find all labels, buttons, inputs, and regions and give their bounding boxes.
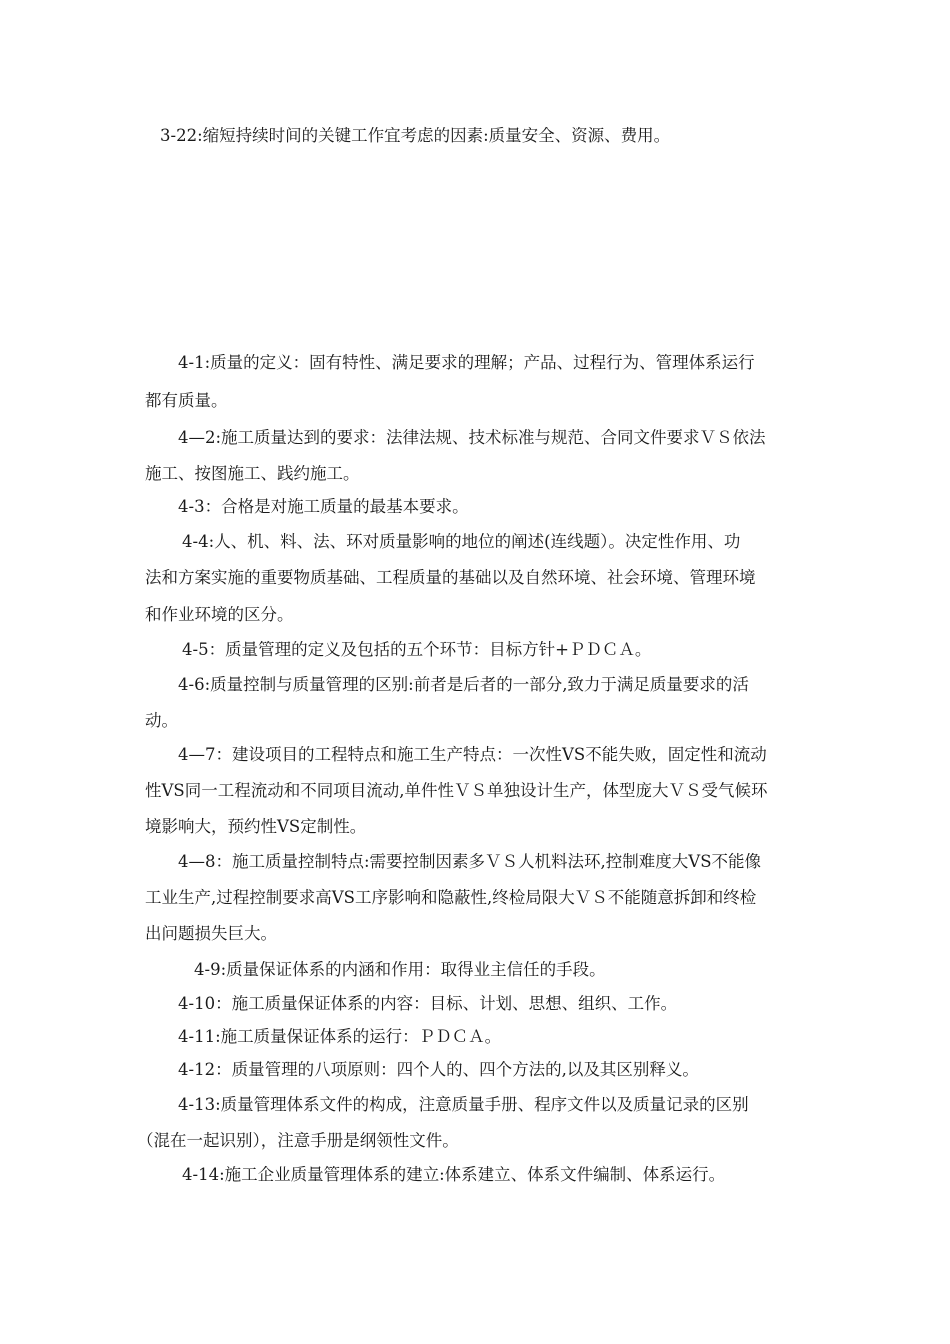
text-line-4-7a: 4—7：建设项目的工程特点和施工生产特点：一次性VS不能失败，固定性和流动 [178,745,767,764]
text-line-4-12: 4-12：质量管理的八项原则：四个人的、四个方法的,以及其区别释义。 [178,1060,699,1079]
text-line-4-8a: 4—8：施工质量控制特点:需要控制因素多ＶＳ人机料法环,控制难度大VS不能像 [178,852,762,871]
text-line-4-3: 4-3：合格是对施工质量的最基本要求。 [178,497,469,516]
text-line-4-4a: 4-4:人、机、料、法、环对质量影响的地位的阐述(连线题）。决定性作用、功 [182,532,741,551]
text-line-4-4b: 法和方案实施的重要物质基础、工程质量的基础以及自然环境、社会环境、管理环境 [145,568,756,587]
text-line-4-6a: 4-6:质量控制与质量管理的区别:前者是后者的一部分,致力于满足质量要求的活 [178,675,749,694]
text-line-4-13a: 4-13:质量管理体系文件的构成，注意质量手册、程序文件以及质量记录的区别 [178,1095,749,1114]
text-line-4-8b: 工业生产,过程控制要求高VS工序影响和隐蔽性,终检局限大ＶＳ不能随意拆卸和终检 [145,888,757,907]
text-line-3-22: 3-22:缩短持续时间的关键工作宜考虑的因素:质量安全、资源、费用。 [160,126,671,145]
text-line-4-1b: 都有质量。 [145,391,228,410]
text-line-4-9: 4-9:质量保证体系的内涵和作用：取得业主信任的手段。 [194,960,606,979]
text-line-4-13b: （混在一起识别），注意手册是纲领性文件。 [137,1131,459,1150]
text-line-4-10: 4-10：施工质量保证体系的内容：目标、计划、思想、组织、工作。 [178,994,678,1013]
text-line-4-6b: 动。 [145,711,178,730]
text-line-4-1a: 4-1:质量的定义：固有特性、满足要求的理解；产品、过程行为、管理体系运行 [178,353,755,372]
text-line-4-4c: 和作业环境的区分。 [145,605,294,624]
text-line-4-14: 4-14:施工企业质量管理体系的建立:体系建立、体系文件编制、体系运行。 [182,1165,726,1184]
text-line-4-11: 4-11:施工质量保证体系的运行：ＰＤＣＡ。 [178,1027,502,1046]
text-line-4-8c: 出问题损失巨大。 [145,924,277,943]
text-line-4-2b: 施工、按图施工、践约施工。 [145,464,360,483]
text-line-4-5: 4-5：质量管理的定义及包括的五个环节：目标方针+ＰＤＣＡ。 [182,640,652,659]
text-line-4-7b: 性VS同一工程流动和不同项目流动,单件性ＶＳ单独设计生产，体型庞大ＶＳ受气候环 [145,781,768,800]
text-line-4-2a: 4—2:施工质量达到的要求：法律法规、技术标准与规范、合同文件要求ＶＳ依法 [178,428,766,447]
text-line-4-7c: 境影响大，预约性VS定制性。 [145,817,367,836]
